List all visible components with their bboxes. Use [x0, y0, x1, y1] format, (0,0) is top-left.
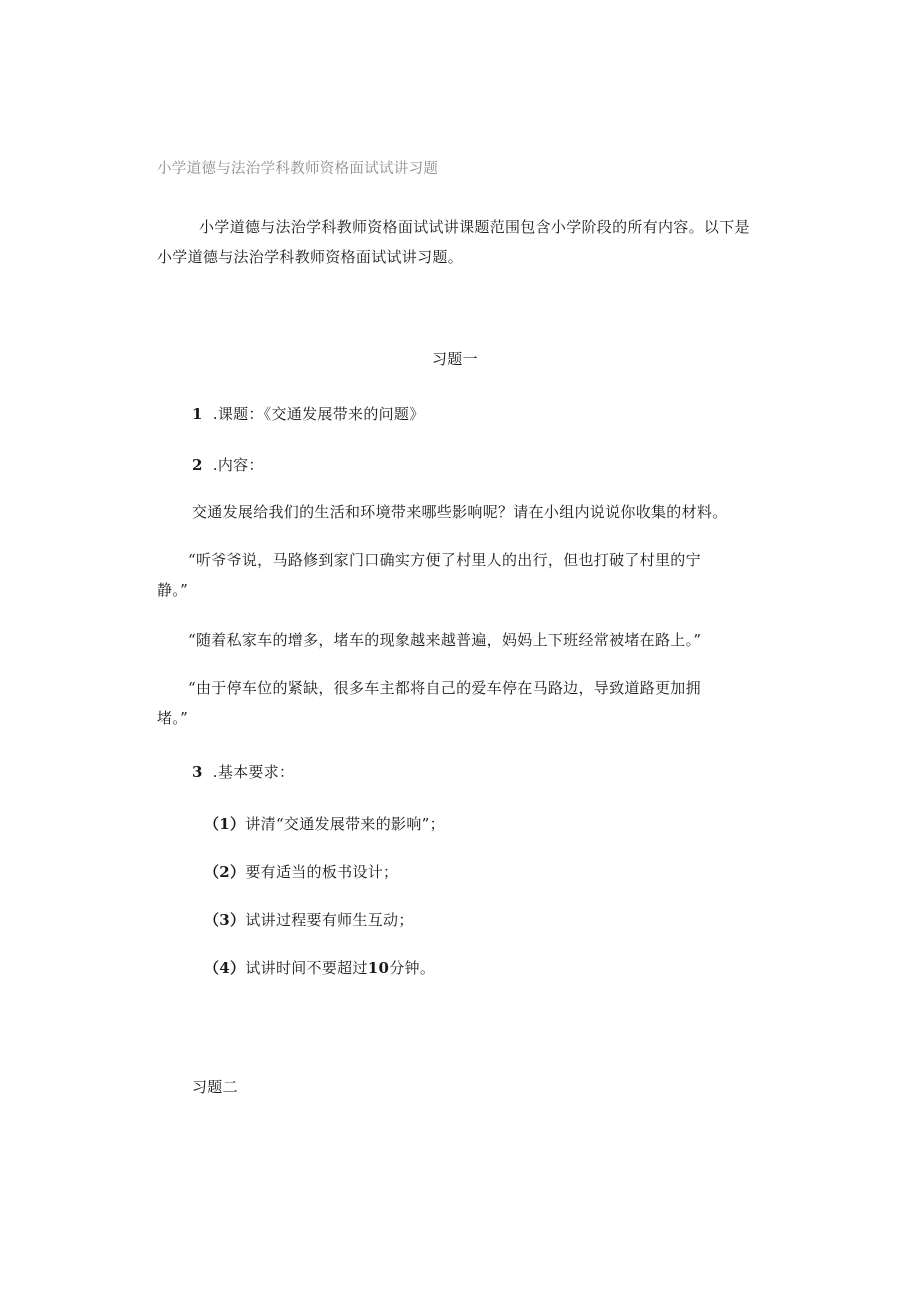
requirement-text-end: 分钟。	[389, 959, 436, 977]
exercise-1-item-content	[192, 455, 264, 475]
requirement-number: （2）	[204, 863, 246, 881]
requirement-2	[204, 862, 398, 882]
item-text: .内容：	[212, 456, 264, 474]
requirement-text: 试讲过程要有师生互动；	[245, 911, 414, 929]
requirement-4	[204, 958, 435, 978]
time-limit-value: 10	[367, 959, 390, 977]
requirement-1	[204, 814, 445, 834]
requirement-number: （4）	[204, 959, 246, 977]
quote-2: “随着私家车的增多，堵车的现象越来越普遍，妈妈上下班经常被堵在路上。”	[188, 631, 702, 649]
requirement-text: 要有适当的板书设计；	[245, 863, 399, 881]
requirement-number: （1）	[204, 815, 246, 833]
quote-3-line-1: “由于停车位的紧缺，很多车主都将自己的爱车停在马路边，导致道路更加拥	[188, 679, 701, 697]
exercise-1-title: 习题一	[432, 350, 478, 368]
exercise-2-title: 习题二	[192, 1078, 238, 1096]
content-prompt: 交通发展给我们的生活和环境带来哪些影响呢？请在小组内说说你收集的材料。	[192, 503, 728, 521]
item-number: 3	[192, 763, 203, 781]
requirement-3	[204, 910, 414, 930]
requirement-number: （3）	[204, 911, 246, 929]
document-title: 小学道德与法治学科教师资格面试试讲习题	[157, 161, 439, 177]
item-text: .课题：《交通发展带来的问题》	[212, 405, 425, 423]
exercise-1-item-requirements	[192, 762, 294, 782]
quote-1-line-1: “听爷爷说，马路修到家门口确实方便了村里人的出行，但也打破了村里的宁	[188, 551, 701, 569]
exercise-1-item-topic	[192, 404, 425, 424]
quote-1-line-2: 静。”	[157, 581, 189, 599]
requirement-text: 讲清“交通发展带来的影响”；	[245, 815, 445, 833]
intro-paragraph-line-2: 小学道德与法治学科教师资格面试试讲习题。	[157, 248, 464, 266]
item-number: 1	[192, 405, 203, 423]
intro-paragraph-line-1: 小学道德与法治学科教师资格面试试讲课题范围包含小学阶段的所有内容。以下是	[199, 218, 750, 236]
requirement-text: 试讲时间不要超过	[245, 959, 368, 977]
item-text: .基本要求：	[212, 763, 295, 781]
quote-3-line-2: 堵。”	[157, 709, 189, 727]
item-number: 2	[192, 456, 203, 474]
